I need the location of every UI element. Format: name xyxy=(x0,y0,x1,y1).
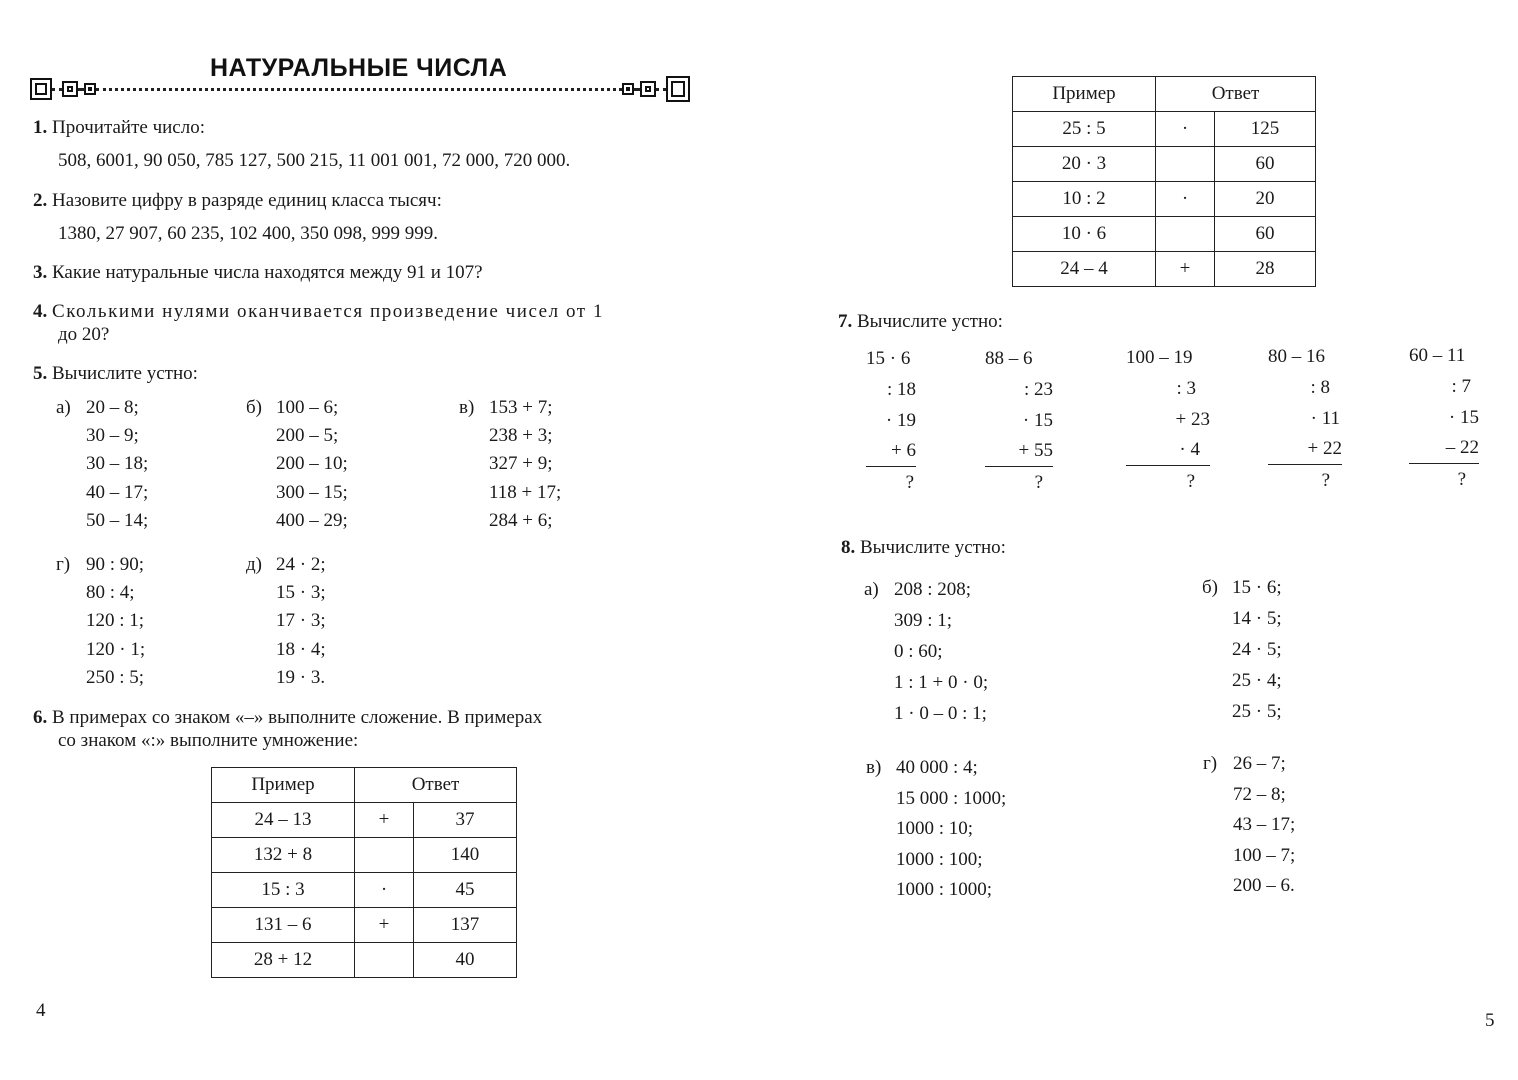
chain-start: 88 – 6 xyxy=(985,348,1033,369)
table-row xyxy=(1013,252,1316,287)
expression: 120 : 1; xyxy=(86,610,145,632)
expression: 0 : 60; xyxy=(894,641,943,662)
expression: 1 · 0 – 0 : 1; xyxy=(894,703,987,724)
table-row xyxy=(1013,217,1316,252)
page-number-right: 5 xyxy=(1485,1010,1495,1031)
table-row xyxy=(212,943,517,978)
ornament-square-icon xyxy=(62,81,78,97)
expression: 43 – 17; xyxy=(1233,814,1296,835)
cell-answer: 40 xyxy=(414,943,517,978)
chain-step: : 7 xyxy=(1451,376,1471,397)
problem-number: 7. xyxy=(838,311,853,332)
chain-start: 15 · 6 xyxy=(866,348,911,369)
chain-step: – 22 xyxy=(1409,433,1479,464)
cell-answer: 28 xyxy=(1215,252,1316,287)
expression: 327 + 9; xyxy=(489,453,553,475)
expression: 284 + 6; xyxy=(489,509,553,531)
problem-5 xyxy=(33,363,198,385)
chain-start: 80 – 16 xyxy=(1268,346,1325,367)
ornament-square-icon xyxy=(30,78,52,100)
problem-text: Назовите цифру в разряде единиц класса тысяч: xyxy=(52,190,442,211)
problem-8-group-g xyxy=(1203,749,1296,902)
problem-5-group-b xyxy=(246,394,348,535)
cell-answer: 140 xyxy=(414,838,517,873)
problem-text: Вычислите устно: xyxy=(857,311,1003,332)
problem-6-line2: со знаком «:» выполните умножение: xyxy=(58,730,359,751)
chain-1 xyxy=(866,343,916,498)
expression: 309 : 1; xyxy=(894,610,953,631)
problem-4 xyxy=(33,301,693,323)
group-label: а) xyxy=(864,579,879,600)
problem-number: 1. xyxy=(33,117,48,138)
expression: 208 : 208; xyxy=(894,579,972,600)
ornament-dotted-line xyxy=(96,88,622,91)
expression: 72 – 8; xyxy=(1233,783,1286,805)
chain-step: · 15 xyxy=(1448,407,1479,428)
expression: 120 · 1; xyxy=(86,638,146,660)
chain-result: ? xyxy=(1034,472,1043,493)
problem-5-group-g xyxy=(56,551,146,692)
expression: 19 · 3. xyxy=(276,666,326,688)
chapter-title: НАТУРАЛЬНЫЕ ЧИСЛА xyxy=(210,54,508,82)
cell-example: 10 : 2 xyxy=(1013,182,1156,217)
chain-step: · 19 xyxy=(885,410,916,431)
cell-example: 24 – 13 xyxy=(212,803,355,838)
problem-8-group-v xyxy=(866,753,1007,906)
chain-4 xyxy=(1268,341,1342,496)
problem-2-values: 1380, 27 907, 60 235, 102 400, 350 098, 999 999. xyxy=(58,223,438,244)
problem-number: 3. xyxy=(33,262,48,283)
expression: 118 + 17; xyxy=(489,481,562,503)
group-label: б) xyxy=(1202,577,1218,598)
cell-sign xyxy=(355,838,414,873)
cell-sign xyxy=(1156,147,1215,182)
table-row xyxy=(1013,147,1316,182)
cell-answer: 45 xyxy=(414,873,517,908)
chain-step: + 22 xyxy=(1268,434,1342,465)
table-row xyxy=(212,803,517,838)
expression: 90 : 90; xyxy=(86,554,145,575)
problem-3 xyxy=(33,262,483,284)
chain-step: : 3 xyxy=(1176,378,1196,399)
problem-7 xyxy=(838,311,1003,333)
expression: 1000 : 100; xyxy=(896,848,983,870)
ornament-border xyxy=(28,76,692,102)
cell-example: 28 + 12 xyxy=(212,943,355,978)
cell-sign xyxy=(1156,217,1215,252)
expression: 26 – 7; xyxy=(1233,753,1286,774)
problem-number: 6. xyxy=(33,707,48,728)
cell-sign: · xyxy=(1156,182,1215,217)
answer-table-right xyxy=(1012,76,1316,287)
chain-result: ? xyxy=(1186,471,1195,492)
expression: 300 – 15; xyxy=(276,481,348,503)
chain-step: + 23 xyxy=(1175,409,1210,430)
problem-1-values: 508, 6001, 90 050, 785 127, 500 215, 11 001 001, 72 000, 720 000. xyxy=(58,150,571,171)
expression: 15 · 3; xyxy=(276,582,326,604)
table-header-row xyxy=(1013,77,1316,112)
ornament-square-icon xyxy=(640,81,656,97)
expression: 24 · 2; xyxy=(276,554,326,575)
expression: 80 : 4; xyxy=(86,582,135,604)
expression: 1000 : 1000; xyxy=(896,879,993,900)
header-example: Пример xyxy=(212,768,355,803)
ornament-square-icon xyxy=(84,83,96,95)
page-number-left: 4 xyxy=(36,1000,46,1021)
expression: 15 000 : 1000; xyxy=(896,787,1007,809)
expression: 25 · 5; xyxy=(1232,701,1282,722)
problem-1 xyxy=(33,117,205,139)
expression: 200 – 10; xyxy=(276,453,348,475)
problem-5-group-d xyxy=(246,551,326,692)
cell-example: 25 : 5 xyxy=(1013,112,1156,147)
cell-sign: · xyxy=(1156,112,1215,147)
expression: 1000 : 10; xyxy=(896,818,974,839)
problem-text: В примерах со знаком «–» выполните сложение. В примерах xyxy=(52,707,543,728)
expression: 200 – 6. xyxy=(1233,875,1295,896)
problem-text: Вычислите устно: xyxy=(52,363,198,384)
table-row xyxy=(1013,182,1316,217)
chain-result: ? xyxy=(1457,469,1466,490)
chain-start: 100 – 19 xyxy=(1126,347,1193,368)
cell-sign: + xyxy=(355,908,414,943)
expression: 40 000 : 4; xyxy=(896,757,978,778)
expression: 200 – 5; xyxy=(276,425,339,447)
cell-sign: + xyxy=(1156,252,1215,287)
problem-number: 4. xyxy=(33,301,48,322)
ornament-square-icon xyxy=(666,76,690,102)
answer-table-left xyxy=(211,767,517,978)
chain-step: · 4 xyxy=(1126,435,1210,466)
group-label: г) xyxy=(56,554,71,575)
cell-sign: + xyxy=(355,803,414,838)
group-label: д) xyxy=(246,554,262,575)
problem-4-line2: до 20? xyxy=(58,324,110,345)
expression: 20 – 8; xyxy=(86,397,139,418)
table-header-row xyxy=(212,768,517,803)
cell-sign: · xyxy=(355,873,414,908)
problem-number: 2. xyxy=(33,190,48,211)
expression: 100 – 7; xyxy=(1233,844,1296,866)
header-answer: Ответ xyxy=(1156,77,1316,112)
cell-example: 131 – 6 xyxy=(212,908,355,943)
table-row xyxy=(212,873,517,908)
cell-answer: 137 xyxy=(414,908,517,943)
expression: 400 – 29; xyxy=(276,509,348,531)
chain-step: : 8 xyxy=(1310,377,1330,398)
cell-answer: 60 xyxy=(1215,217,1316,252)
problem-6 xyxy=(33,707,703,729)
expression: 40 – 17; xyxy=(86,481,149,503)
problem-text: Сколькими нулями оканчивается произведение чисел от 1 xyxy=(52,301,604,322)
cell-example: 10 · 6 xyxy=(1013,217,1156,252)
header-answer: Ответ xyxy=(355,768,517,803)
cell-example: 24 – 4 xyxy=(1013,252,1156,287)
cell-answer: 125 xyxy=(1215,112,1316,147)
problem-8-group-b xyxy=(1202,572,1282,727)
expression: 153 + 7; xyxy=(489,397,553,418)
group-label: в) xyxy=(866,757,882,778)
chain-3 xyxy=(1126,342,1210,497)
header-example: Пример xyxy=(1013,77,1156,112)
expression: 250 : 5; xyxy=(86,666,145,688)
cell-answer: 37 xyxy=(414,803,517,838)
table-row xyxy=(1013,112,1316,147)
problem-text: Прочитайте число: xyxy=(52,117,205,138)
cell-example: 20 · 3 xyxy=(1013,147,1156,182)
chain-step: · 15 xyxy=(1022,410,1053,431)
group-label: г) xyxy=(1203,753,1218,774)
expression: 100 – 6; xyxy=(276,397,339,418)
cell-answer: 60 xyxy=(1215,147,1316,182)
chain-step: + 55 xyxy=(985,436,1053,467)
problem-8 xyxy=(841,537,1006,559)
chain-result: ? xyxy=(1321,470,1330,491)
expression: 15 · 6; xyxy=(1232,577,1282,598)
chain-step: : 18 xyxy=(886,379,916,400)
expression: 18 · 4; xyxy=(276,638,326,660)
expression: 238 + 3; xyxy=(489,425,553,447)
chain-result: ? xyxy=(905,472,914,493)
expression: 14 · 5; xyxy=(1232,608,1282,629)
cell-example: 132 + 8 xyxy=(212,838,355,873)
group-label: б) xyxy=(246,397,262,418)
problem-number: 8. xyxy=(841,537,856,558)
table-row xyxy=(212,908,517,943)
problem-2 xyxy=(33,190,442,212)
expression: 25 · 4; xyxy=(1232,670,1282,691)
chain-5 xyxy=(1409,340,1479,495)
chain-2 xyxy=(985,343,1053,498)
cell-sign xyxy=(355,943,414,978)
chain-step: : 23 xyxy=(1023,379,1053,400)
expression: 17 · 3; xyxy=(276,610,326,632)
group-label: а) xyxy=(56,397,71,418)
expression: 50 – 14; xyxy=(86,509,149,531)
expression: 30 – 18; xyxy=(86,453,149,475)
expression: 1 : 1 + 0 · 0; xyxy=(894,672,989,693)
table-row xyxy=(212,838,517,873)
expression: 30 – 9; xyxy=(86,425,139,447)
problem-5-group-v xyxy=(459,394,562,535)
problem-text: Вычислите устно: xyxy=(860,537,1006,558)
chain-start: 60 – 11 xyxy=(1409,345,1466,366)
problem-number: 5. xyxy=(33,363,48,384)
chain-step: · 11 xyxy=(1310,408,1340,429)
group-label: в) xyxy=(459,397,475,418)
ornament-square-icon xyxy=(622,83,634,95)
expression: 24 · 5; xyxy=(1232,639,1282,660)
problem-text: Какие натуральные числа находятся между 91 и 107? xyxy=(52,262,483,283)
problem-8-group-a xyxy=(864,574,989,729)
problem-5-group-a xyxy=(56,394,149,535)
cell-example: 15 : 3 xyxy=(212,873,355,908)
chain-step: + 6 xyxy=(866,436,916,467)
cell-answer: 20 xyxy=(1215,182,1316,217)
